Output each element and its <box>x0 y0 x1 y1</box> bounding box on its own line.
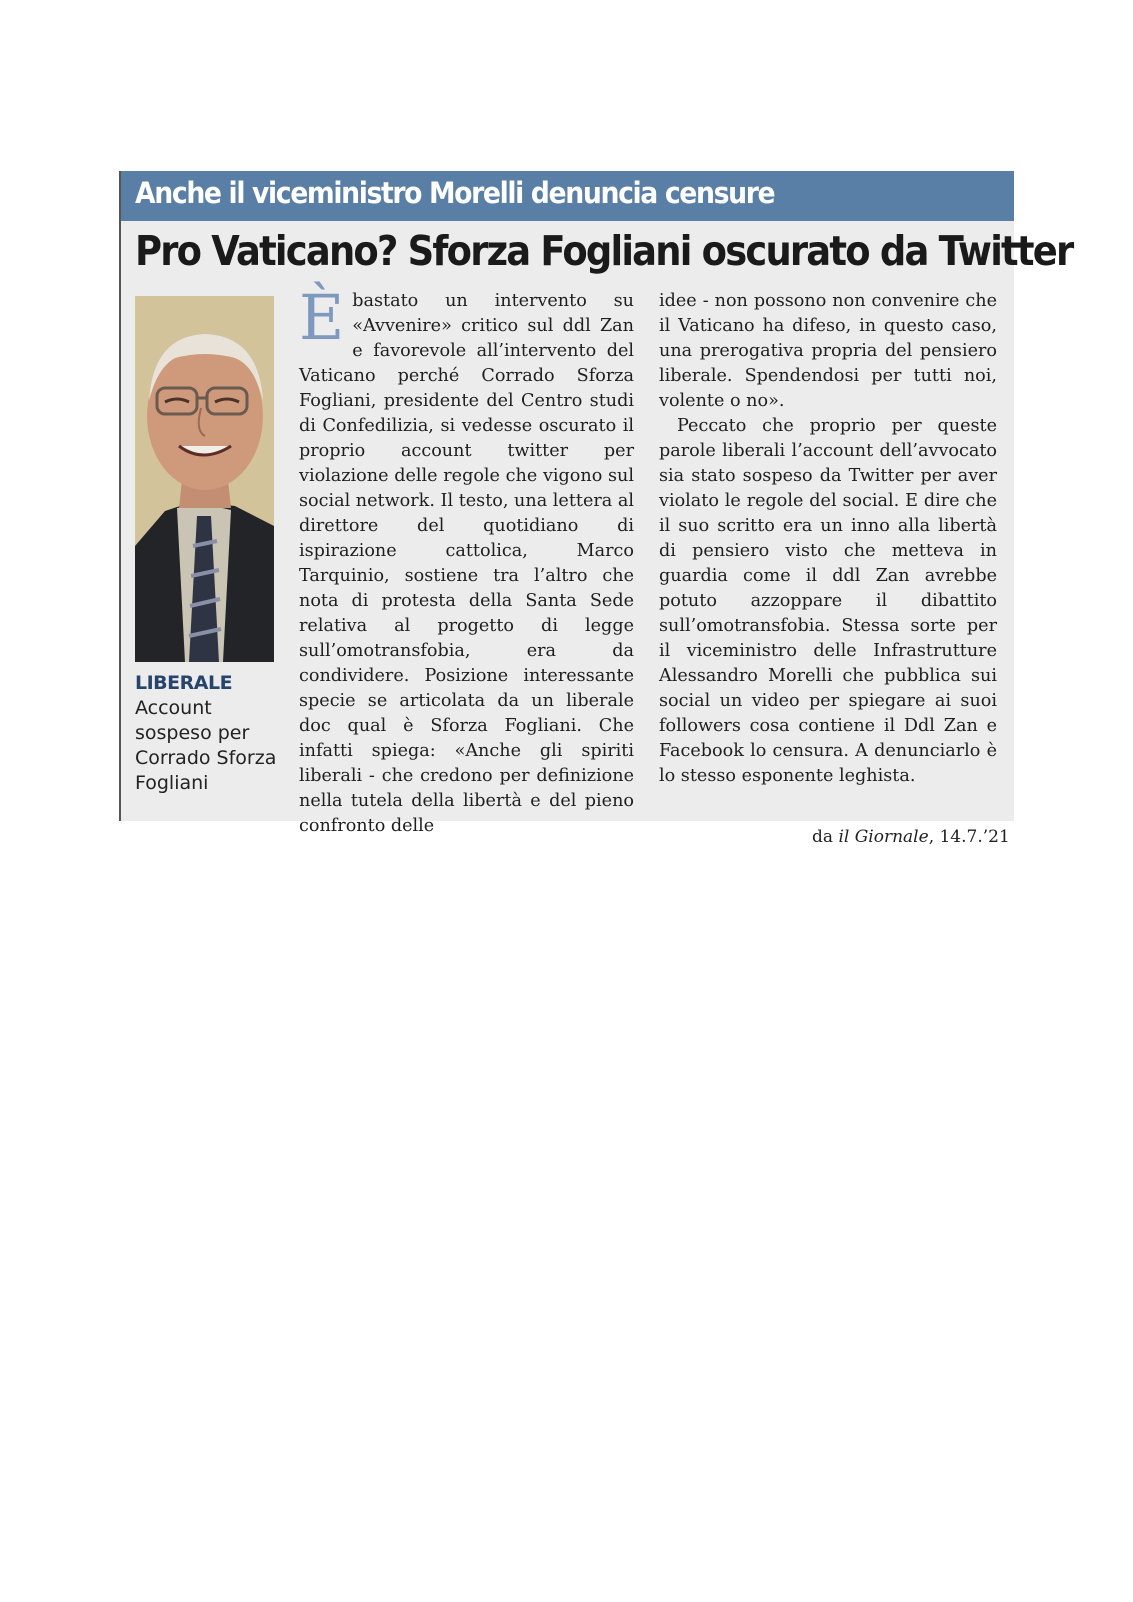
source-newspaper: il Giornale <box>838 827 929 847</box>
caption-title: LIBERALE <box>135 672 233 694</box>
portrait-photo <box>135 296 274 662</box>
kicker-bar <box>121 171 1014 221</box>
photo-caption <box>135 671 280 796</box>
article-column-2 <box>659 289 997 789</box>
kicker-text: Anche il viceministro Morelli denuncia censure <box>135 176 775 210</box>
paragraph-text: bastato un intervento su «Avvenire» critico sul ddl Zan e favorevole all’intervento del Vaticano perché Corrado Sforza Fogliani, presidente del Centro studi di Confedilizia, si vedesse oscurato il proprio account twitter per violazione delle regole che vigono sul social network. Il testo, una lettera al direttore del quotidiano di ispirazione cattolica, Marco Tarquinio, sostiene tra l’altro che nota di protesta della Santa Sede relativa al progetto di legge sull’omotransfobia, era da condividere. Posizione interessante specie se articolata da un liberale doc qual è Sforza Fogliani. Che infatti spiega: «Anche gli spiriti liberali - che credono per definizione nella tutela della libertà e del pieno confronto delle <box>299 291 635 836</box>
caption-text: Account sospeso per Corrado Sforza Fogliani <box>135 697 277 794</box>
drop-cap: È <box>299 281 345 354</box>
article-paragraph: idee - non possono non convenire che il Vaticano ha difeso, in questo caso, una prerogativa propria del pensiero liberale. Spendendosi per tutti noi, volente o no». <box>659 291 997 411</box>
article-paragraph <box>299 281 635 839</box>
newspaper-clipping <box>119 171 1073 836</box>
source-prefix: da <box>812 827 834 847</box>
source-credit <box>812 827 1010 847</box>
article-column-1 <box>299 281 635 839</box>
article-paragraph: Peccato che proprio per queste parole liberali l’account dell’avvocato sia stato sospeso da Twitter per aver violato le regole del social. E dire che il suo scritto era un inno alla libertà di pensiero visto che metteva in guardia come il ddl Zan avrebbe potuto azzoppare il dibattito sull’omotransfobia. Stessa sorte per il viceministro delle Infrastrutture Alessandro Morelli che pubblica sui social un video per spiegare ai suoi followers cosa contiene il Ddl Zan e Facebook lo censura. A denunciarlo è lo stesso esponente leghista. <box>659 416 997 786</box>
source-date: , 14.7.’21 <box>928 827 1010 847</box>
headline: Pro Vaticano? Sforza Fogliani oscurato da Twitter <box>135 227 1073 275</box>
